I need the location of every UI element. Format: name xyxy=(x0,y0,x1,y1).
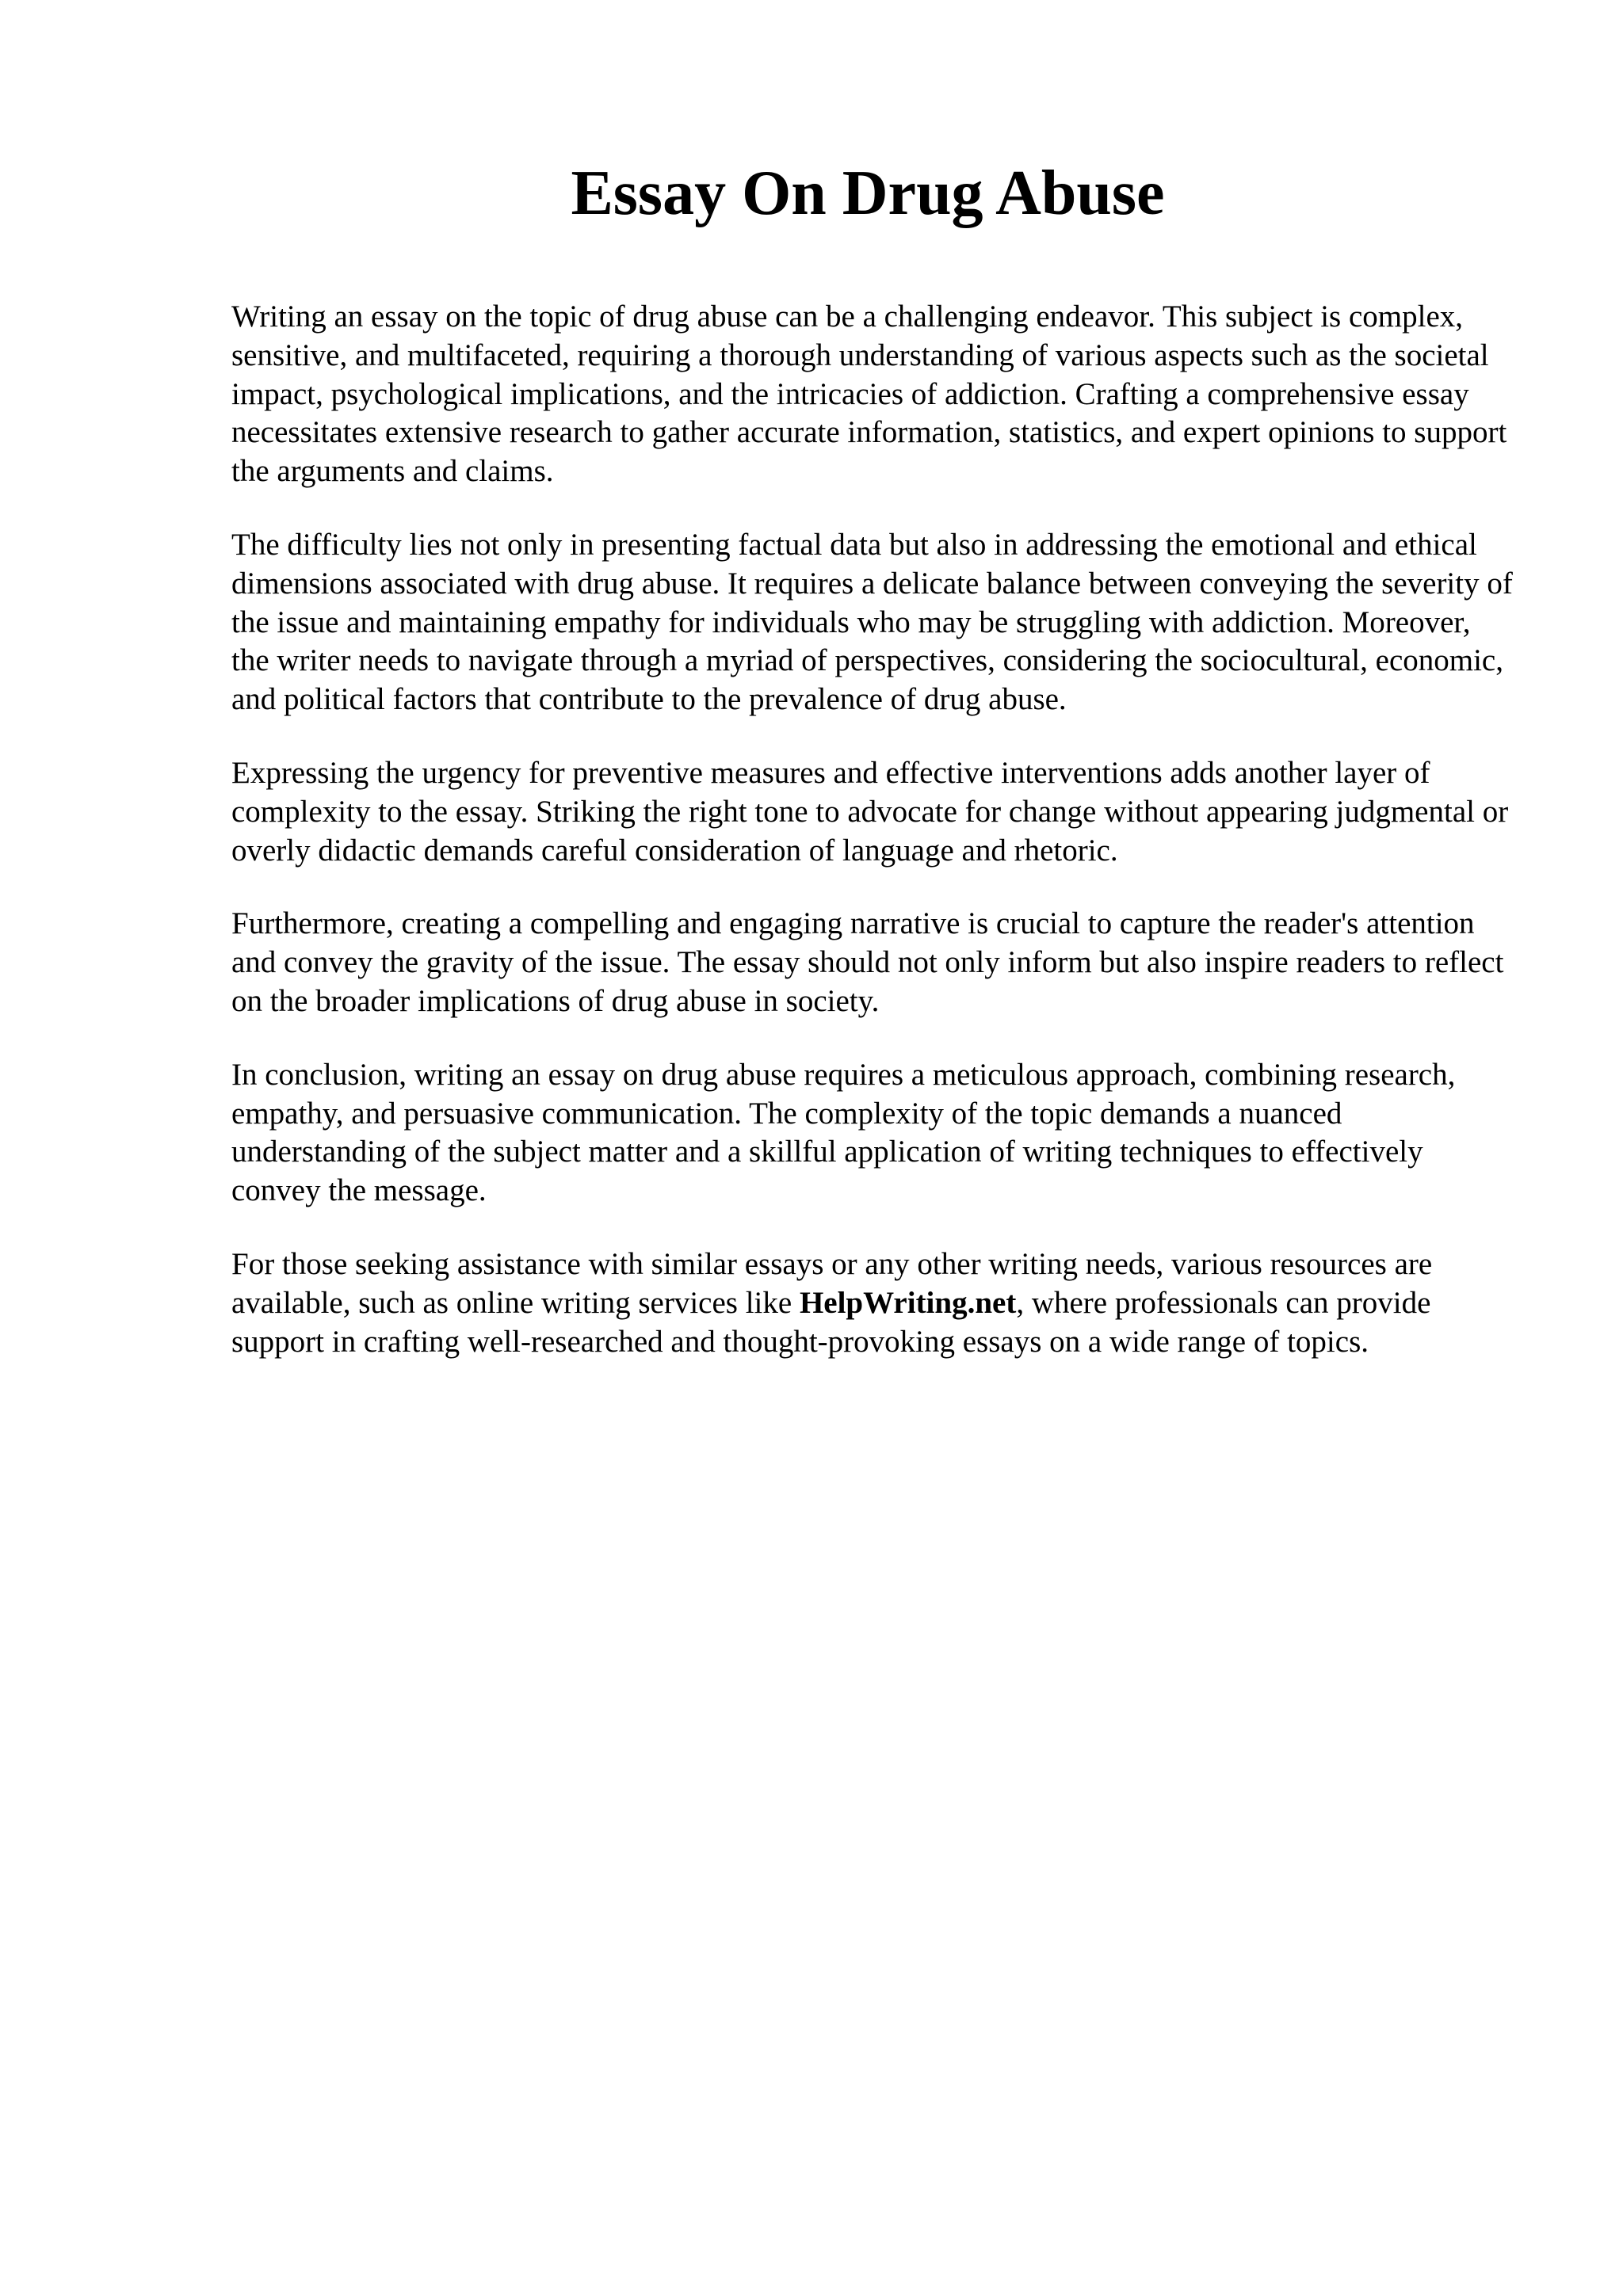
helpwriting-link-text: HelpWriting.net xyxy=(799,1285,1017,1320)
paragraph-5: In conclusion, writing an essay on drug abuse requires a meticulous approach, combining research, empathy, and persuasive communication. The complexity of the topic demands a nuanced understanding of the subject matter and a skillful application of writing techniques to effectively convey the message. xyxy=(231,1057,1456,1208)
paragraph-4: Furthermore, creating a compelling and engaging narrative is crucial to capture the reader's attention and convey the gravity of the issue. The essay should not only inform but also inspire readers to reflect on the broader implications of drug abuse in society. xyxy=(231,906,1504,1018)
paragraph-6-text-before: For those seeking assistance with similar essays or any other writing needs, various resources are available, such as online writing services like xyxy=(231,1246,1433,1320)
paragraph-6 xyxy=(231,1245,1515,1361)
document-title: Essay On Drug Abuse xyxy=(571,158,1165,228)
paragraph-2: The difficulty lies not only in presenting factual data but also in addressing the emotional and ethical dimensions associated with drug abuse. It requires a delicate balance between conveying the severity of the issue and maintaining empathy for individuals who may be struggling with addiction. Moreover, the writer needs to navigate through a myriad of perspectives, considering the sociocultural, economic, and political factors that contribute to the prevalence of drug abuse. xyxy=(231,527,1513,717)
document-body xyxy=(231,298,1515,1396)
paragraph-3: Expressing the urgency for preventive measures and effective interventions adds another layer of complexity to the essay. Striking the right tone to advocate for change without appearing judgmental or overly didactic demands careful consideration of language and rhetoric. xyxy=(231,755,1509,868)
paragraph-1: Writing an essay on the topic of drug abuse can be a challenging endeavor. This subject is complex, sensitive, and multifaceted, requiring a thorough understanding of various aspects such as the societal impact, psychological implications, and the intricacies of addiction. Crafting a comprehensive essay necessitates extensive research to gather accurate information, statistics, and expert opinions to support the arguments and claims. xyxy=(231,299,1507,489)
paragraph-6-text-after: , where professionals can provide support in crafting well-researched and thought-provoking essays on a wide range of topics. xyxy=(231,1285,1431,1359)
